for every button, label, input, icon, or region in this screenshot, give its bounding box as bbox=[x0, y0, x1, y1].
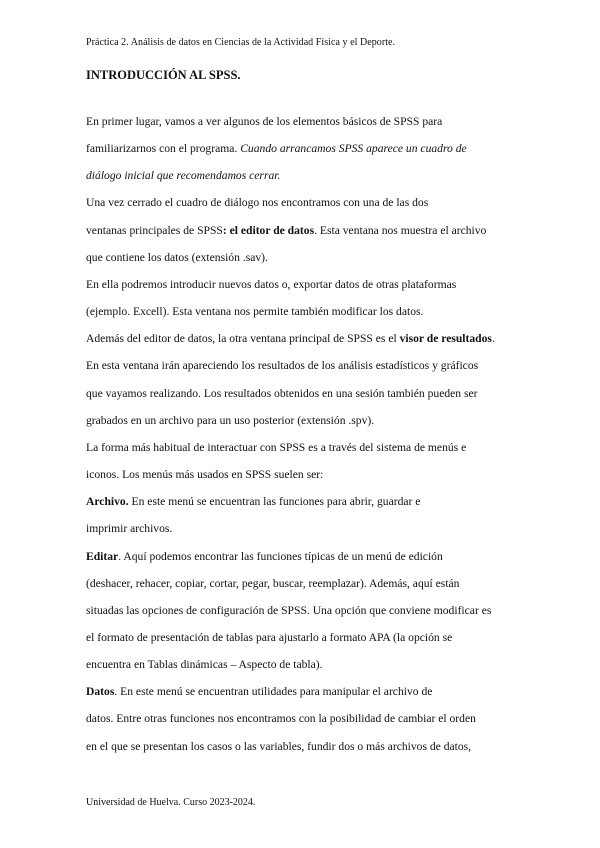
text-line bbox=[86, 108, 516, 135]
section-title: INTRODUCCIÓN AL SPSS. bbox=[86, 68, 241, 82]
text-line bbox=[86, 678, 516, 705]
text-run: ventanas principales de SPSS bbox=[86, 223, 223, 237]
text-line bbox=[86, 705, 516, 732]
text-line bbox=[86, 352, 516, 379]
text-run: familiarizarnos con el programa. bbox=[86, 142, 241, 156]
text-run: imprimir archivos. bbox=[86, 522, 173, 536]
text-line bbox=[86, 162, 516, 189]
text-run: Además del editor de datos, la otra ventana principal de SPSS es el bbox=[86, 332, 400, 346]
text-run: el formato de presentación de tablas para ajustarlo a formato APA (la opción se bbox=[86, 630, 453, 644]
text-line bbox=[86, 515, 516, 542]
text-line bbox=[86, 733, 516, 760]
text-line bbox=[86, 271, 516, 298]
italic-text: diálogo inicial que recomendamos cerrar. bbox=[86, 169, 281, 183]
text-run: que contiene los datos (extensión .sav). bbox=[86, 250, 268, 264]
text-line bbox=[86, 325, 516, 352]
text-line bbox=[86, 624, 516, 651]
text-line bbox=[86, 189, 516, 216]
page-header: Práctica 2. Análisis de datos en Ciencias de la Actividad Física y el Deporte. bbox=[86, 37, 396, 48]
text-line bbox=[86, 461, 516, 488]
text-run: La forma más habitual de interactuar con SPSS es a través del sistema de menús e bbox=[86, 440, 467, 454]
text-run: Una vez cerrado el cuadro de diálogo nos encontramos con una de las dos bbox=[86, 196, 429, 210]
text-run: en el que se presentan los casos o las variables, fundir dos o más archivos de datos, bbox=[86, 739, 472, 753]
text-run: En ella podremos introducir nuevos datos o, exportar datos de otras plataformas bbox=[86, 277, 457, 291]
text-line bbox=[86, 597, 516, 624]
bold-text: visor de resultados bbox=[399, 332, 492, 346]
text-run: (ejemplo. Excell). Esta ventana nos permite también modificar los datos. bbox=[86, 305, 424, 319]
text-line bbox=[86, 380, 516, 407]
bold-text: Editar bbox=[86, 549, 119, 563]
bold-text: Datos bbox=[86, 685, 115, 699]
text-line bbox=[86, 488, 516, 515]
page-footer: Universidad de Huelva. Curso 2023-2024. bbox=[86, 797, 256, 808]
text-run: En este menú se encuentran las funciones para abrir, guardar e bbox=[128, 495, 421, 509]
text-run: iconos. Los menús más usados en SPSS suelen ser: bbox=[86, 468, 324, 482]
text-run: situadas las opciones de configuración de SPSS. Una opción que conviene modificar es bbox=[86, 603, 492, 617]
text-run: . bbox=[491, 332, 495, 346]
bold-text: : el editor de datos bbox=[222, 223, 315, 237]
text-run: encuentra en Tablas dinámicas – Aspecto de tabla). bbox=[86, 658, 323, 672]
text-run: . Aquí podemos encontrar las funciones típicas de un menú de edición bbox=[118, 549, 443, 563]
text-run: En esta ventana irán apareciendo los resultados de los análisis estadísticos y gráficos bbox=[86, 359, 479, 373]
text-run: En primer lugar, vamos a ver algunos de los elementos básicos de SPSS para bbox=[86, 115, 443, 128]
text-run: . En este menú se encuentran utilidades para manipular el archivo de bbox=[114, 685, 433, 699]
text-line bbox=[86, 651, 516, 678]
text-line bbox=[86, 298, 516, 325]
text-line bbox=[86, 407, 516, 434]
text-line bbox=[86, 434, 516, 461]
italic-text: Cuando arrancamos SPSS aparece un cuadro de bbox=[240, 142, 467, 156]
text-run: grabados en un archivo para un uso posterior (extensión .spv). bbox=[86, 413, 375, 427]
text-line bbox=[86, 244, 516, 271]
text-run: . Esta ventana nos muestra el archivo bbox=[314, 223, 487, 237]
text-line bbox=[86, 570, 516, 597]
text-line bbox=[86, 543, 516, 570]
text-line bbox=[86, 217, 516, 244]
bold-text: Archivo. bbox=[86, 495, 129, 509]
text-line bbox=[86, 135, 516, 162]
text-run: (deshacer, rehacer, copiar, cortar, pegar, buscar, reemplazar). Además, aquí están bbox=[86, 576, 460, 590]
text-run: datos. Entre otras funciones nos encontramos con la posibilidad de cambiar el orden bbox=[86, 712, 476, 726]
body-text bbox=[86, 108, 516, 760]
text-run: que vayamos realizando. Los resultados obtenidos en una sesión también pueden ser bbox=[86, 386, 478, 400]
